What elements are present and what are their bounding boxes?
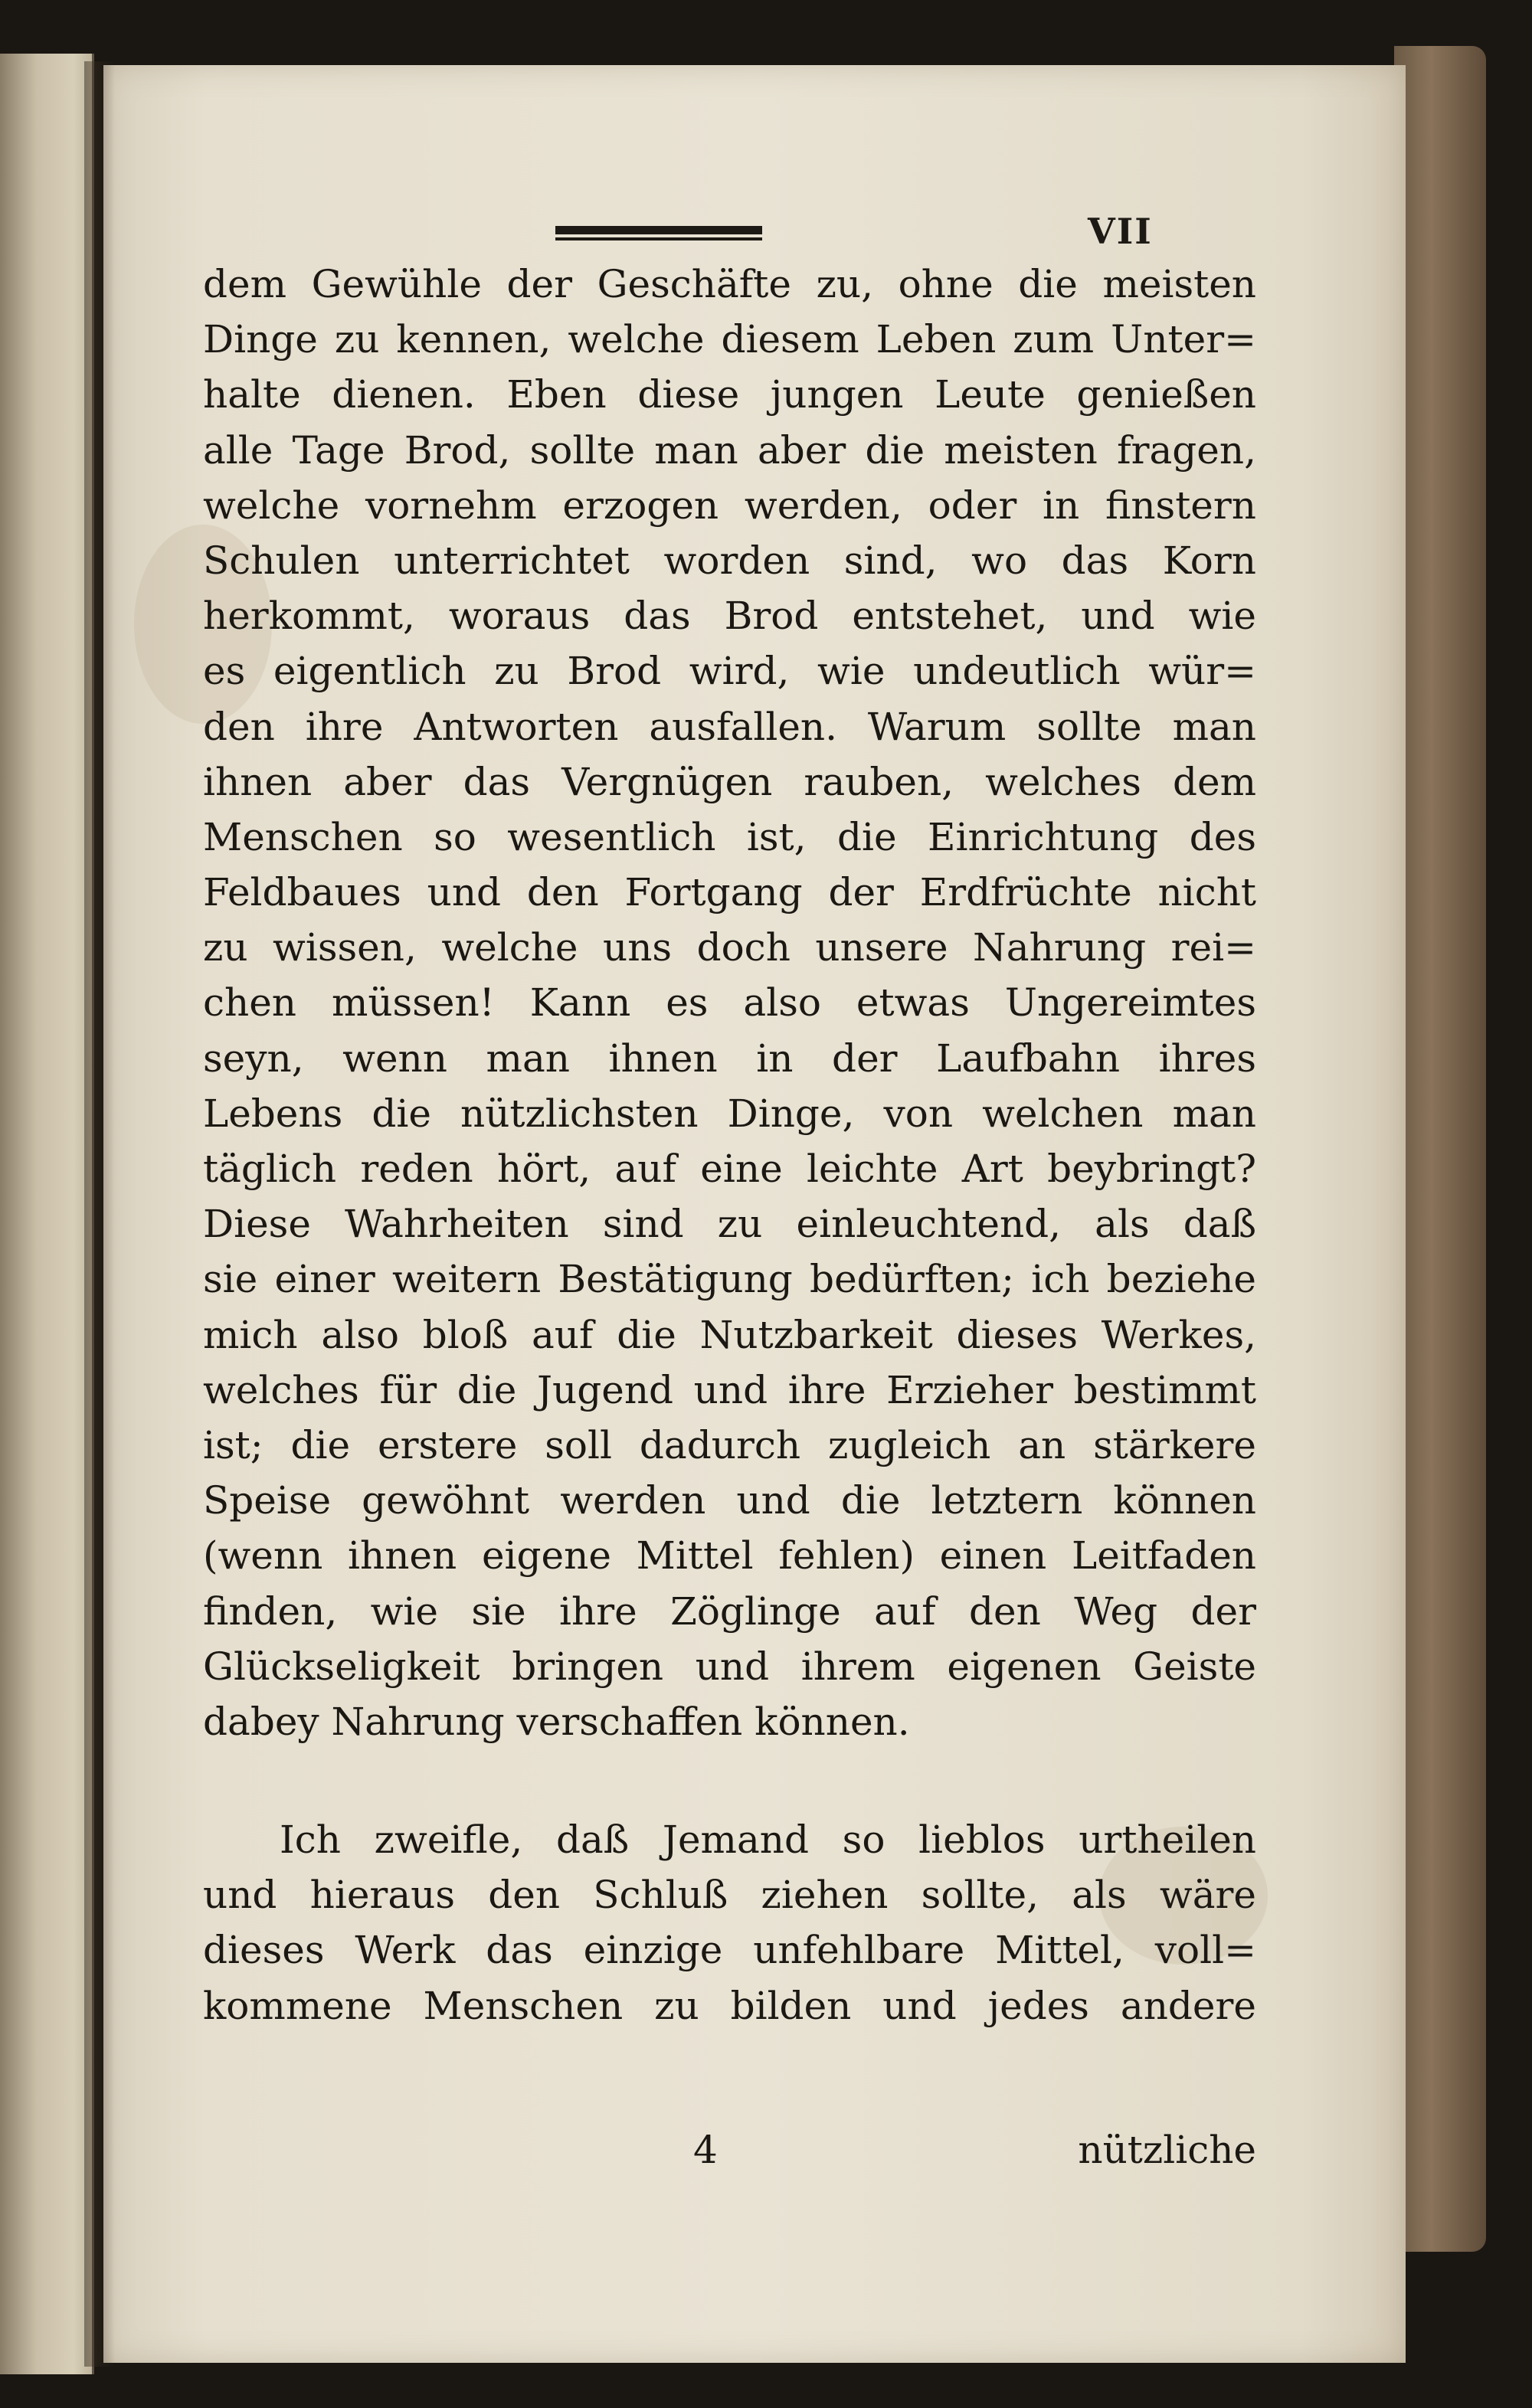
text-line: welche vornehm erzogen werden, oder in finstern (203, 483, 1256, 528)
text-line: Menschen so wesentlich ist, die Einrichtung des (203, 814, 1256, 859)
text-line: Lebens die nützlichsten Dinge, von welchen man (203, 1091, 1256, 1136)
page-number: VII (1088, 211, 1153, 252)
text-line: kommene Menschen zu bilden und jedes andere (203, 1983, 1256, 2028)
page-footer (203, 2128, 1256, 2189)
text-line: den ihre Antworten ausfallen. Warum sollte man (203, 704, 1256, 749)
text-line: und hieraus den Schluß ziehen sollte, als wäre (203, 1873, 1256, 1918)
paragraph-gap (203, 1749, 1256, 1812)
text-line: Glückseligkeit bringen und ihrem eigenen Geiste (203, 1644, 1256, 1689)
text-line: welches für die Jugend und ihre Erzieher bestimmt (203, 1367, 1256, 1412)
signature-mark: 4 (693, 2128, 718, 2172)
text-line: dabey Nahrung verschaffen können. (203, 1699, 910, 1744)
body-text (203, 257, 1256, 2033)
text-line: Ich zweifle, daß Jemand so lieblos urtheilen (280, 1817, 1256, 1863)
text-line: mich also bloß auf die Nutzbarkeit dieses Werkes, (203, 1312, 1256, 1357)
text-line: Feldbaues und den Fortgang der Erdfrüchte nicht (203, 870, 1256, 915)
text-line: es eigentlich zu Brod wird, wie undeutlich wür= (203, 649, 1256, 694)
text-line: Schulen unterrichtet worden sind, wo das Korn (203, 538, 1256, 583)
paragraph-2 (203, 1812, 1256, 2033)
text-line: sie einer weitern Bestätigung bedürften; ich beziehe (203, 1257, 1256, 1302)
header-rule-thin (555, 237, 762, 240)
text-line: dem Gewühle der Geschäfte zu, ohne die meisten (203, 262, 1256, 306)
text-line: chen müssen! Kann es also etwas Ungereimtes (203, 980, 1256, 1026)
text-line: täglich reden hört, auf eine leichte Art beybringt? (203, 1147, 1256, 1191)
text-line: halte dienen. Eben diese jungen Leute genießen (203, 372, 1256, 417)
header-rule-thick (555, 226, 762, 234)
paragraph-1 (203, 257, 1256, 1749)
previous-page-edge (0, 54, 94, 2374)
text-line: Speise gewöhnt werden und die letztern können (203, 1478, 1256, 1523)
text-line: alle Tage Brod, sollte man aber die meisten fragen, (203, 427, 1256, 473)
text-line: dieses Werk das einzige unfehlbare Mittel, voll= (203, 1928, 1256, 1973)
book-cover-edge (1394, 46, 1486, 2252)
text-line: seyn, wenn man ihnen in der Laufbahn ihres (203, 1036, 1256, 1081)
text-line: finden, wie sie ihre Zöglinge auf den Weg der (203, 1588, 1256, 1634)
text-line: Dinge zu kennen, welche diesem Leben zum Unter= (203, 317, 1256, 362)
spine-shadow (84, 61, 115, 2367)
text-line: zu wissen, welche uns doch unsere Nahrung rei= (203, 925, 1256, 970)
text-line: ihnen aber das Vergnügen rauben, welches dem (203, 759, 1256, 804)
catchword: nützliche (1078, 2128, 1256, 2172)
text-line: ist; die erstere soll dadurch zugleich an stärkere (203, 1422, 1256, 1467)
header-rule (555, 226, 762, 243)
text-line: Diese Wahrheiten sind zu einleuchtend, als daß (203, 1202, 1256, 1247)
text-line: herkommt, woraus das Brod entstehet, und wie (203, 594, 1256, 639)
book-page (103, 65, 1406, 2363)
text-line: (wenn ihnen eigene Mittel fehlen) einen Leitfaden (203, 1533, 1256, 1579)
